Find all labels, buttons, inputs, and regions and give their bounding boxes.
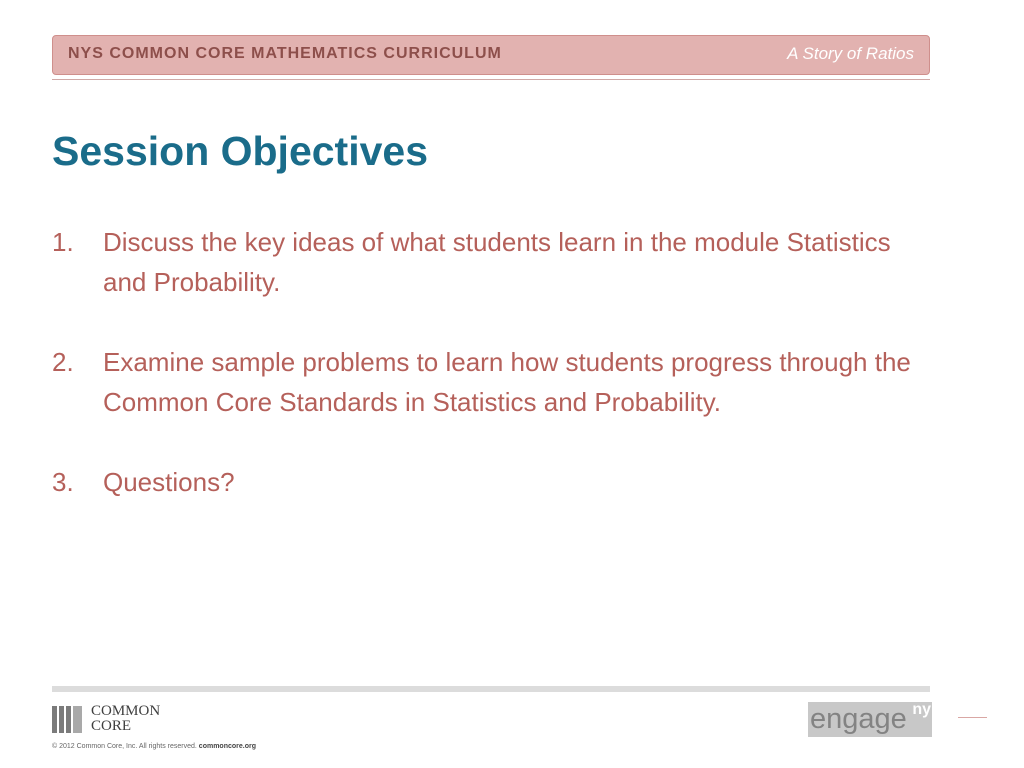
objective-item xyxy=(52,462,932,502)
objective-text: Discuss the key ideas of what students learn in the module Statistics and Probability. xyxy=(103,227,891,297)
logo-line-1: COMMON xyxy=(91,703,161,719)
logo-line-2: CORE xyxy=(91,718,132,734)
page-title: Session Objectives xyxy=(52,128,429,174)
objective-item xyxy=(52,222,932,302)
curriculum-title: NYS COMMON CORE MATHEMATICS CURRICULUM xyxy=(68,45,502,62)
corner-accent-line xyxy=(958,717,987,718)
objective-number: 2. xyxy=(52,347,74,377)
commoncore-link[interactable]: commoncore.org xyxy=(198,743,256,750)
objective-text: Examine sample problems to learn how students progress through the Common Core Standards in Statistics and Probability. xyxy=(103,347,911,417)
engage-logo-superscript: ny xyxy=(912,701,931,718)
objective-text: Questions? xyxy=(103,467,235,497)
footer-divider xyxy=(52,686,930,692)
header-divider xyxy=(52,79,930,80)
copyright-text: © 2012 Common Core, Inc. All rights reserved. xyxy=(52,743,197,750)
common-core-logo-text xyxy=(91,704,160,734)
objective-number: 3. xyxy=(52,467,74,497)
engage-logo-text: engage xyxy=(810,703,907,735)
objective-item xyxy=(52,342,932,422)
objectives-list xyxy=(52,222,932,502)
engageny-logo xyxy=(808,702,932,737)
common-core-logo-icon xyxy=(52,706,84,733)
story-title: A Story of Ratios xyxy=(787,44,914,63)
copyright-notice xyxy=(52,743,256,750)
objective-number: 1. xyxy=(52,227,74,257)
header-bar xyxy=(52,35,930,75)
